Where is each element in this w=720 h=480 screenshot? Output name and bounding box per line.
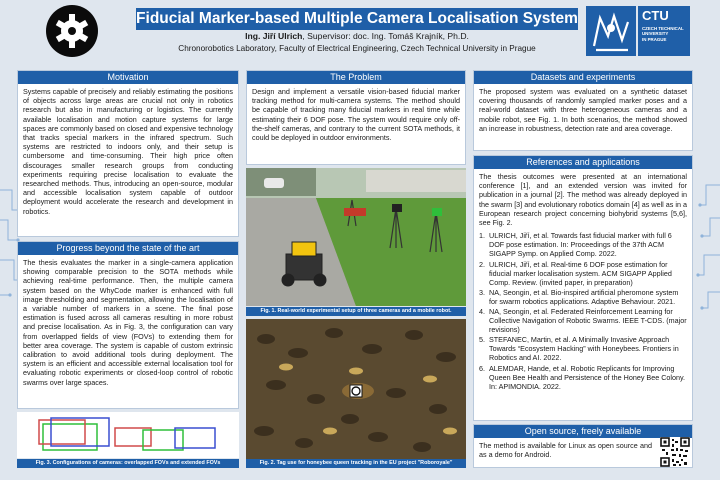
progress-panel — [17, 241, 239, 409]
motivation-panel — [17, 70, 239, 237]
reference-item: 2. ULRICH, Jiří, et al. Real-time 6 DOF pose estimation for fiducial marker localisation system. ACM SIGAPP Applied Comp. Review. (invited paper, in preparation) — [479, 259, 672, 287]
supervisor-name: , Supervisor: doc. Ing. Tomáš Krajník, Ph.D. — [302, 31, 469, 41]
problem-text: Design and implement a versatile vision-based fiducial marker tracking method for multi-camera systems. The method should be capable of tracking many fiducial markers in real time while estimating their 6 DOF pose. The system would require only off-the-shelf cameras, and contrary to the current SOTA methods, it could be deployed in outdoor environments. — [252, 87, 460, 143]
ctu-logo — [586, 6, 690, 56]
circuit-decoration-right — [696, 170, 720, 320]
ctu-name-line2: UNIVERSITY — [642, 31, 669, 37]
progress-heading: Progress beyond the state of the art — [18, 242, 238, 255]
fig3-caption: Fig. 3. Configurations of cameras: overlapped FOVs and extended FOVs — [17, 459, 239, 468]
queen-bee-with-marker — [342, 383, 374, 399]
fig1-caption: Fig. 1. Real-world experimental setup of three cameras and a mobile robot. — [246, 307, 466, 316]
reference-item: 6. ALEMDAR, Hande, et al. Robotic Replicants for Improving Queen Bee Health and Persistence of the Honey Bee Colony. In: APIMONDIA. 2022. — [479, 363, 686, 391]
reference-item: 5. STEFANEC, Martin, et al. A Minimally Invasive Approach Towards “Ecosystem Hacking” with Honeybees. Frontiers in Robotics and AI. 2022. — [479, 335, 679, 363]
datasets-heading: Datasets and experiments — [474, 71, 692, 84]
fig3-fov-diagram — [17, 412, 239, 458]
references-heading: References and applications — [474, 156, 692, 169]
extended-fov-green — [143, 430, 183, 450]
open-source-heading: Open source, freely available — [474, 425, 692, 438]
fig2-honeybee-photo — [246, 319, 466, 459]
references-intro-text: The thesis outcomes were presented at an international conference [1], and an extended version was invited for publication in a journal [2]. The method was already deployed in the swarm [3] and evolutionary robotics domain [4] as well as in a European research project concerning biohybrid systems [5,6], see Fig. 2. — [479, 172, 687, 228]
reference-item: 1. ULRICH, Jiří, et al. Towards fast fiducial marker with full 6 DOF pose estimation. In: Proceedings of the 37th ACM SIGAPP Symp. on Applied Comp. 2022. — [479, 231, 672, 259]
poster-title: Fiducial Marker-based Multiple Camera Localisation System — [136, 8, 578, 30]
problem-heading: The Problem — [247, 71, 465, 84]
extended-fov-blue — [175, 428, 215, 448]
fig1-photo — [246, 168, 466, 306]
ctu-name-line1: CZECH TECHNICAL — [642, 26, 684, 31]
qr-code-icon[interactable] — [660, 437, 690, 467]
datasets-panel — [473, 70, 693, 151]
reference-item: 4. NA, Seongin, et al. Federated Reinforcement Learning for Collective Navigation of Robotic Swarms. IEEE T-CDS. (major revisions) — [479, 306, 687, 335]
affiliation: Chronorobotics Laboratory, Faculty of Electrical Engineering, Czech Technical University in Prague — [178, 44, 536, 53]
open-source-text: The method is available for Linux as open source and as a demo for Android. — [479, 441, 652, 460]
references-panel — [473, 155, 693, 421]
fig2-caption: Fig. 2. Tag use for honeybee queen tracking in the EU project "Roboroyale" — [246, 459, 466, 468]
poster-header — [0, 0, 720, 68]
ctu-abbrev: CTU — [642, 8, 669, 23]
ctu-name-line3: IN PRAGUE — [642, 36, 667, 42]
references-list — [479, 231, 687, 391]
progress-text: The thesis evaluates the marker in a single-camera application showing comparable precision to the SOTA methods while achieving real-time performance. Then, the multiple camera system based on the WhyCode marker is enhanced with full image thresholding and segmentation, allowing the localisation of a variable number of markers in a scene. The final pose estimation is fused across all cameras resulting in more robust and precise localisation. As in Fig. 3, the configuration can vary from overlapped fields of view (FOVs) to extending them for better area coverage. The system is capable of custom extrinsic calibration to avoid additional tools during deployment. The system is an efficient and accessible external localisation tool for evaluating robotic experiments or closed-loop control of robotic swarms over large spaces. — [23, 258, 233, 387]
authors-line — [136, 31, 578, 42]
motivation-text: Systems capable of precisely and reliably estimating the positions of objects across large areas are crucial not only in robotics research but also in manufacturing or logistics. The currently available localisation and motion capture systems for large spaces are commonly based on closed and expensive technology that tracks special markers in the infrared spectrum. Such systems are restricted to indoors only, and their setup is cumbersome and time-consuming. Their high price often discourages smaller research groups from conducting experiments requiring precise localisation to evaluate the researched methods. Thus, introducing an open-source, modular and accessible localisation system capable of outdoor deployment would accelerate the research and development in robotics. — [23, 87, 233, 216]
reference-item: 3. NA, Seongin, et al. Bio-inspired artificial pheromone system for swarm robotics applications. Adaptive Behaviour. 2021. — [479, 287, 679, 306]
author-name: Ing. Jiří Ulrich — [245, 31, 303, 41]
chronorobotics-gear-logo-icon — [46, 5, 98, 57]
problem-panel — [246, 70, 466, 165]
overlapped-fov-blue — [51, 418, 109, 446]
motivation-heading: Motivation — [18, 71, 238, 84]
ctu-lion-logo-icon — [586, 6, 636, 56]
datasets-text: The proposed system was evaluated on a synthetic dataset covering thousands of randomly sampled marker poses and a real-world dataset with three heterogeneous cameras and a mobile robot, see Fig. 1. In both scenarios, the method showed an increase in robustness, detection rate and area coverage. — [479, 87, 687, 133]
